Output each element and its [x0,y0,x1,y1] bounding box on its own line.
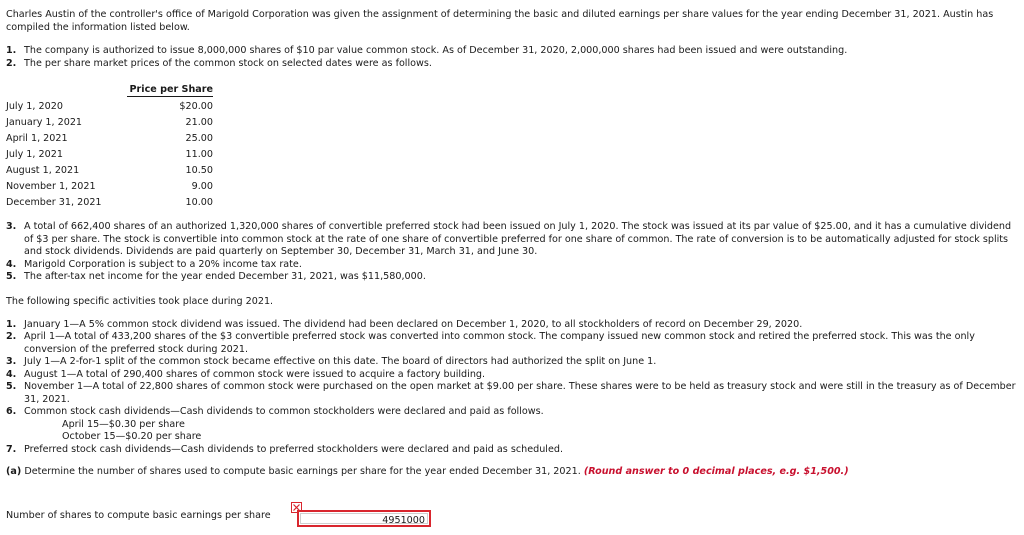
question-a [6,465,1021,478]
problem-content [6,8,1021,478]
fact-item: 2. The per share market prices of the common stock on selected dates were as follows. [6,57,432,69]
table-row: July 1, 2020 $20.00 [6,100,213,112]
dividend-date: October 15—$0.20 per share [62,431,202,442]
activity-item: 2. April 1—A total of 433,200 shares of the $3 convertible preferred stock was converted into common stock. The company issued new common stock and retired the preferred stock. This was the only conversion of the preferred stock during 2021. [6,331,975,355]
table-row: July 1, 2021 11.00 [6,148,213,160]
activity-item: 6. Common stock cash dividends—Cash dividends to common stockholders were declared and paid as follows. April 15—$0.30 per share October 15—$0.20 per share [6,406,1021,444]
fact-item: 1. The company is authorized to issue 8,000,000 shares of $10 par value common stock. As of December 31, 2020, 2,000,000 shares had been issued and were outstanding. [6,45,848,56]
basic-eps-shares-input[interactable] [297,510,431,527]
fact-item: 3. A total of 662,400 shares of an authorized 1,320,000 shares of convertible preferred stock had been issued on July 1, 2020. The stock was issued at its par value of $25.00, and it has a cumulative dividend of $3 per share. The stock is convertible into common stock at the rate of one share of convertible preferred for one share of common. The rate of conversion is to be automatically adjusted for stock splits and stock dividends. Dividends are paid quarterly on September 30, December 31, March 31, and June 30. [6,221,1012,257]
activities-heading: The following specific activities took place during 2021. [6,295,274,307]
price-table [6,84,213,210]
fact-item: 4. Marigold Corporation is subject to a 20% income tax rate. [6,258,302,270]
table-row: December 31, 2021 10.00 [6,196,213,208]
table-row: August 1, 2021 10.50 [6,164,213,176]
activity-item: 3. July 1—A 2-for-1 split of the common stock became effective on this date. The board of directors had authorized the split on June 1. [6,356,657,367]
facts-list-continued [6,221,1021,284]
answer-label: Number of shares to compute basic earnings per share [6,510,271,521]
intro-text: Charles Austin of the controller's office of Marigold Corporation was given the assignment of determining the basic and diluted earnings per share values for the year ending December 31, 2021. Austin has compiled the information listed below. [6,9,994,33]
question-text: Determine the number of shares used to compute basic earnings per share for the year ended December 31, 2021. [24,466,581,477]
activity-item: 4. August 1—A total of 290,400 shares of common stock were issued to acquire a factory building. [6,368,486,380]
dividend-date: April 15—$0.30 per share [62,418,185,430]
table-row: April 1, 2021 25.00 [6,132,213,144]
fact-item: 5. The after-tax net income for the year ended December 31, 2021, was $11,580,000. [6,271,426,282]
facts-list [6,45,1021,70]
table-row: January 1, 2021 21.00 [6,116,213,128]
activity-item: 7. Preferred stock cash dividends—Cash dividends to preferred stockholders were declared and paid as scheduled. [6,443,563,455]
answer-value: 4951000 [382,515,425,526]
activity-item: 1. January 1—A 5% common stock dividend was issued. The dividend had been declared on December 1, 2020, to all stockholders of record on December 29, 2020. [6,318,803,330]
question-label: (a) [6,466,22,477]
answer-row [6,502,506,532]
activities-list [6,319,1021,457]
price-column-header: Price per Share [126,84,213,98]
table-row: November 1, 2021 9.00 [6,180,213,192]
activity-item: 5. November 1—A total of 22,800 shares of common stock were purchased on the open market at $9.00 per share. These shares were to be held as treasury stock and were still in the treasury as of December 31, 2021. [6,381,1016,405]
rounding-instruction: (Round answer to 0 decimal places, e.g. $1,500.) [583,466,849,477]
